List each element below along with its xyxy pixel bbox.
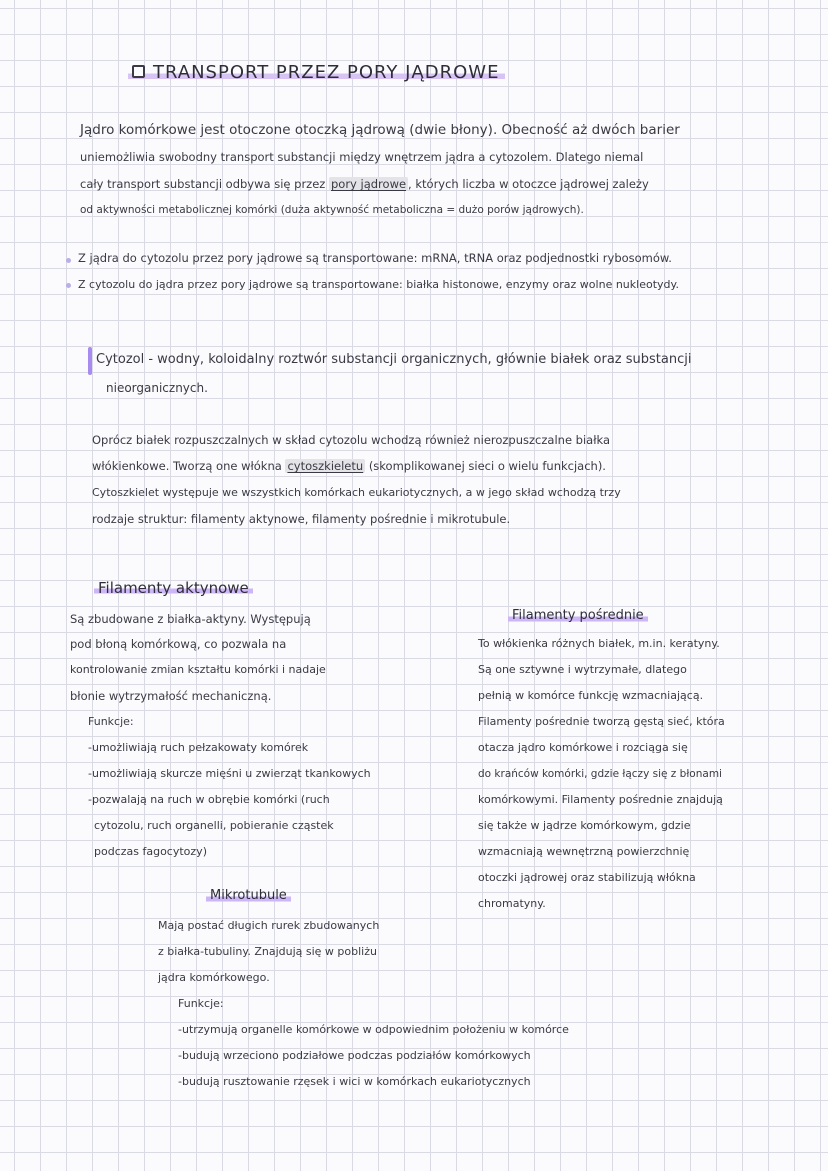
accent-bar [88, 347, 92, 375]
actin-function-2: -umożliwiają skurcze mięśni u zwierząt tkankowych [88, 767, 371, 780]
microtubules-functions-label: Funkcje: [178, 997, 224, 1010]
cytozol-line-1: Cytozol - wodny, koloidalny roztwór substancji organicznych, głównie białek oraz substancji [96, 352, 692, 367]
intermediate-line-2: Są one sztywne i wytrzymałe, dlatego [478, 663, 687, 676]
microtubules-line-2: z białka-tubuliny. Znajdują się w pobliżu [158, 945, 377, 958]
intermediate-line-8: się także w jądrze komórkowym, gdzie [478, 819, 691, 832]
microtubules-function-2: -budują wrzeciono podziałowe podczas podziałów komórkowych [178, 1049, 531, 1062]
intermediate-line-4: Filamenty pośrednie tworzą gęstą sieć, która [478, 715, 725, 728]
intro-line-3-end: , których liczba w otoczce jądrowej zależy [408, 177, 649, 191]
actin-functions-label: Funkcje: [88, 715, 134, 728]
cytoskeleton-line-4: rodzaje struktur: filamenty aktynowe, filamenty pośrednie i mikrotubule. [92, 512, 511, 526]
intro-line-3 [80, 177, 649, 191]
pory-jadrowe-highlight: pory jądrowe [330, 177, 407, 191]
microtubules-line-3: jądra komórkowego. [158, 971, 270, 984]
intermediate-line-9: wzmacniają wewnętrzną powierzchnię [478, 845, 690, 858]
page-title [128, 62, 505, 83]
microtubules-function-3: -budują rusztowanie rzęsek i wici w komórkach eukariotycznych [178, 1075, 531, 1088]
actin-line-3: kontrolowanie zmian kształtu komórki i nadaje [70, 663, 326, 676]
intro-line-1: Jądro komórkowe jest otoczone otoczką jądrową (dwie błony). Obecność aż dwóch barier [80, 122, 680, 138]
checkbox-square-icon [132, 65, 145, 78]
intermediate-line-7: komórkowymi. Filamenty pośrednie znajdują [478, 793, 723, 806]
intro-line-4: od aktywności metabolicznej komórki (duża aktywność metaboliczna = dużo porów jądrowych). [80, 204, 584, 216]
cytoszkielet-highlight: cytoszkieletu [287, 459, 364, 473]
transport-item-2: Z cytozolu do jądra przez pory jądrowe są transportowane: białka histonowe, enzymy oraz wolne nukleotydy. [78, 278, 679, 291]
title-text: TRANSPORT PRZEZ PORY JĄDROWE [153, 62, 500, 83]
transport-item-1: Z jądra do cytozolu przez pory jądrowe są transportowane: mRNA, tRNA oraz podjednostki rybosomów. [78, 251, 672, 265]
bullet-icon [66, 258, 71, 263]
intro-line-2: uniemożliwia swobodny transport substancji między wnętrzem jądra a cytozolem. Dlatego niemal [80, 150, 644, 164]
microtubules-function-1: -utrzymują organelle komórkowe w odpowiednim położeniu w komórce [178, 1023, 569, 1036]
intro-line-3-start: cały transport substancji odbywa się przez [80, 177, 326, 191]
actin-line-1: Są zbudowane z białka-aktyny. Występują [70, 612, 311, 626]
microtubules-heading: Mikrotubule [206, 889, 291, 903]
actin-heading: Filamenty aktynowe [94, 581, 253, 595]
bullet-icon [66, 283, 71, 288]
cytoskeleton-line-1: Oprócz białek rozpuszczalnych w skład cytozolu wchodzą również nierozpuszczalne białka [92, 433, 610, 447]
actin-function-3: -pozwalają na ruch w obrębie komórki (ruch [88, 793, 330, 806]
cytozol-line-2: nieorganicznych. [106, 381, 208, 395]
intermediate-line-6: do krańców komórki, gdzie łączy się z błonami [478, 768, 722, 780]
microtubules-line-1: Mają postać długich rurek zbudowanych [158, 919, 380, 932]
actin-line-4: błonie wytrzymałość mechaniczną. [70, 689, 272, 703]
actin-line-2: pod błoną komórkową, co pozwala na [70, 637, 287, 651]
actin-function-5: podczas fagocytozy) [94, 845, 207, 858]
intermediate-line-11: chromatyny. [478, 897, 546, 910]
cytoskeleton-line-3: Cytoszkielet występuje we wszystkich komórkach eukariotycznych, a w jego skład wchodzą trzy [92, 486, 621, 499]
intermediate-heading: Filamenty pośrednie [508, 609, 648, 623]
intermediate-line-3: pełnią w komórce funkcję wzmacniającą. [478, 689, 704, 702]
cytoskeleton-line-2-start: włókienkowe. Tworzą one włókna [92, 459, 282, 473]
intermediate-line-10: otoczki jądrowej oraz stabilizują włókna [478, 871, 696, 884]
actin-function-4: cytozolu, ruch organelli, pobieranie cząstek [94, 819, 334, 832]
actin-function-1: -umożliwiają ruch pełzakowaty komórek [88, 741, 309, 754]
intermediate-line-5: otacza jądro komórkowe i rozciąga się [478, 741, 688, 754]
cytoskeleton-line-2-end: (skomplikowanej sieci o wielu funkcjach). [368, 459, 606, 473]
intermediate-line-1: To włókienka różnych białek, m.in. keratyny. [478, 637, 720, 650]
cytoskeleton-line-2 [92, 459, 606, 473]
